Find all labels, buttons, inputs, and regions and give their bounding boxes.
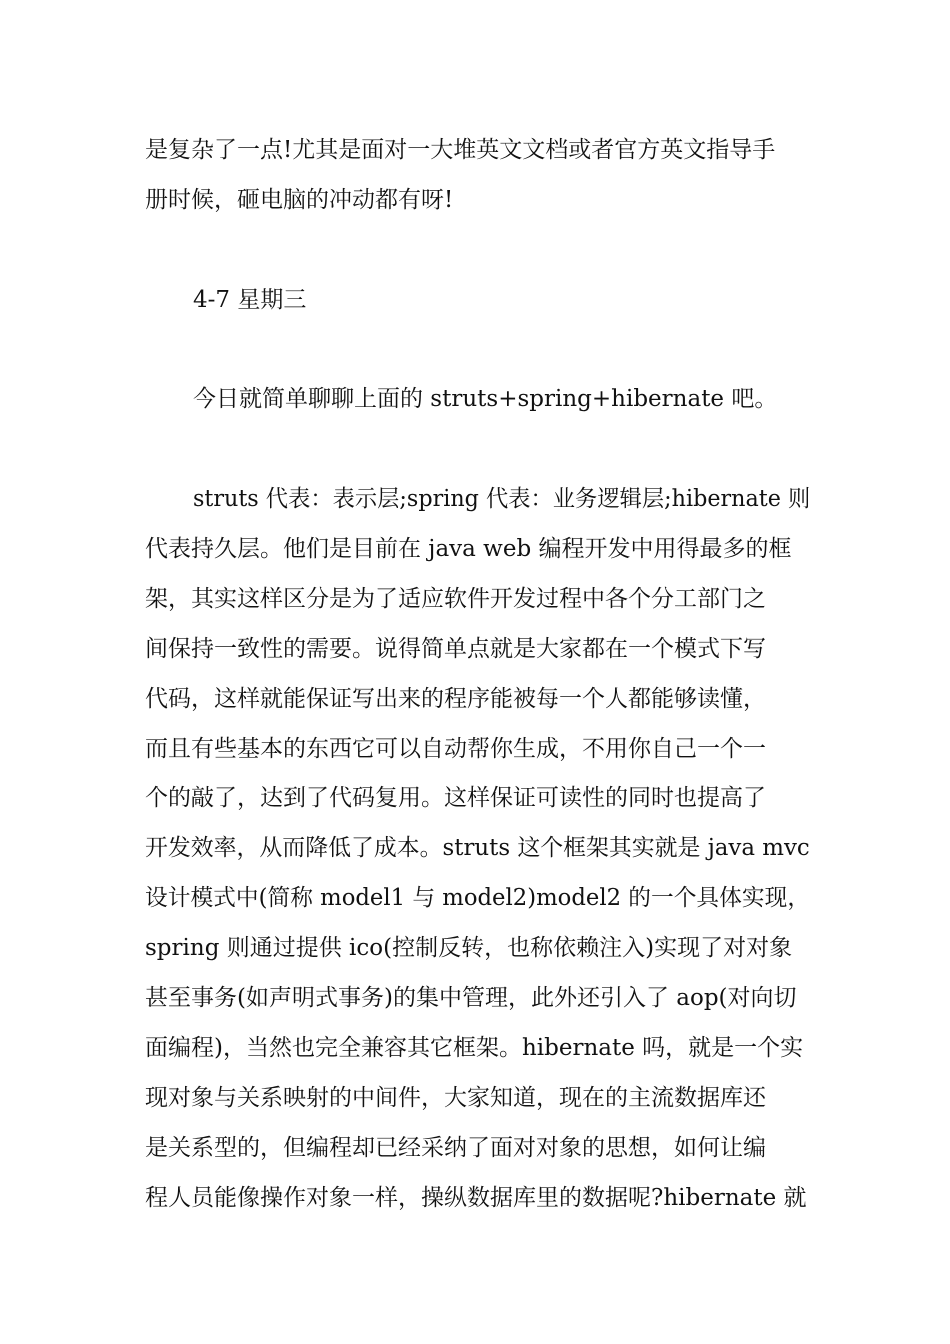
- body-line: [0, 1031, 950, 1065]
- body-line: [0, 781, 950, 815]
- body-line-text: 面编程)，当然也完全兼容其它框架。hibernate 吗，就是一个实: [145, 1035, 804, 1061]
- body-line: [0, 981, 950, 1015]
- body-line: [0, 482, 950, 516]
- body-line: [0, 582, 950, 616]
- body-line-text: 设计模式中(简称 model1 与 model2)model2 的一个具体实现，: [145, 885, 811, 911]
- body-line: [0, 1131, 950, 1165]
- body-line-text: 代码，这样就能保证写出来的程序能被每一个人都能够读懂，: [145, 686, 766, 712]
- topic-line-text: 今日就简单聊聊上面的 struts+spring+hibernate 吧。: [193, 386, 778, 412]
- body-line-text: spring 则通过提供 ico(控制反转，也称依赖注入)实现了对对象: [145, 935, 793, 961]
- body-line-text: 代表持久层。他们是目前在 java web 编程开发中用得最多的框: [145, 536, 792, 562]
- body-line: [0, 532, 950, 566]
- body-line: [0, 1081, 950, 1115]
- topic-line: [0, 382, 950, 416]
- body-line-text: 而且有些基本的东西它可以自动帮你生成，不用你自己一个一: [145, 736, 766, 762]
- body-line: [0, 732, 950, 766]
- body-line: [0, 881, 950, 915]
- body-line-text: 程人员能像操作对象一样，操纵数据库里的数据呢?hibernate 就: [145, 1185, 807, 1211]
- intro-line-2-text: 册时候，砸电脑的冲动都有呀!: [145, 187, 454, 213]
- body-line-text: 甚至事务(如声明式事务)的集中管理，此外还引入了 aop(对向切: [145, 985, 797, 1011]
- body-line-text: 个的敲了，达到了代码复用。这样保证可读性的同时也提高了: [145, 785, 766, 811]
- body-line-text: 架，其实这样区分是为了适应软件开发过程中各个分工部门之: [145, 586, 766, 612]
- body-line: [0, 1181, 950, 1215]
- body-line: [0, 632, 950, 666]
- body-line: [0, 931, 950, 965]
- date-heading: [0, 283, 950, 317]
- body-line: [0, 831, 950, 865]
- intro-line-2: [0, 183, 950, 217]
- body-line-text: 现对象与关系映射的中间件，大家知道，现在的主流数据库还: [145, 1085, 766, 1111]
- body-line-text: struts 代表：表示层;spring 代表：业务逻辑层;hibernate 则: [193, 486, 811, 512]
- intro-line-1: [0, 133, 950, 167]
- date-heading-text: 4-7 星期三: [193, 287, 307, 313]
- body-line: [0, 682, 950, 716]
- body-line-text: 是关系型的，但编程却已经采纳了面对对象的思想，如何让编: [145, 1135, 766, 1161]
- body-line-text: 开发效率，从而降低了成本。struts 这个框架其实就是 java mvc: [145, 835, 810, 861]
- intro-line-1-text: 是复杂了一点!尤其是面对一大堆英文文档或者官方英文指导手: [145, 137, 776, 163]
- body-line-text: 间保持一致性的需要。说得简单点就是大家都在一个模式下写: [145, 636, 766, 662]
